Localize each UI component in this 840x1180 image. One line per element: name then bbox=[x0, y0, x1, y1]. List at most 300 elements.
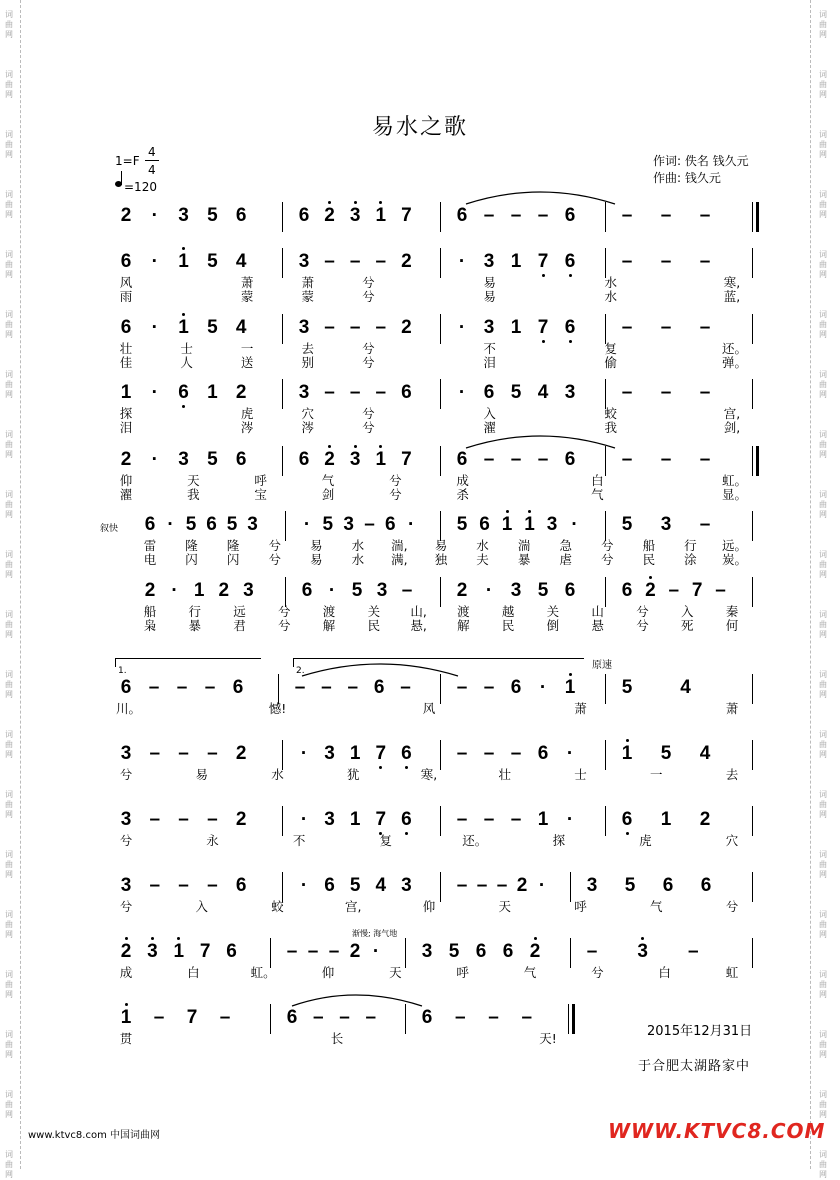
note: – bbox=[483, 677, 495, 698]
note: 1 bbox=[660, 809, 672, 830]
lyric: 虎 bbox=[240, 406, 254, 421]
note: 5 bbox=[207, 449, 218, 470]
lyric: 憾! bbox=[268, 701, 287, 716]
note: – bbox=[207, 743, 218, 764]
note: – bbox=[454, 1007, 466, 1028]
lyric: 成 bbox=[119, 965, 133, 980]
watermark-text: 词 曲 网 bbox=[819, 1090, 827, 1119]
note: – bbox=[621, 382, 633, 403]
note: – bbox=[510, 809, 522, 830]
note: · bbox=[300, 875, 308, 896]
lyric: 弹。 bbox=[722, 355, 748, 370]
lyric: 壮 bbox=[119, 341, 133, 356]
note: 1 bbox=[510, 317, 522, 338]
note: 1 bbox=[207, 382, 218, 403]
note: – bbox=[699, 514, 711, 535]
note: 6 bbox=[206, 514, 217, 535]
note: 1 bbox=[120, 1007, 132, 1028]
note: – bbox=[149, 743, 161, 764]
lyric: 贯 bbox=[119, 1031, 133, 1046]
lyric: 虐 bbox=[559, 552, 572, 567]
note: – bbox=[483, 449, 495, 470]
note: – bbox=[688, 941, 699, 962]
note: 2 bbox=[401, 317, 412, 338]
lyric: 关 bbox=[367, 604, 381, 619]
lyric: 一 bbox=[240, 341, 254, 356]
note: · bbox=[151, 449, 158, 470]
watermark-text: 词 曲 网 bbox=[819, 70, 827, 99]
note: 2 bbox=[456, 580, 468, 601]
tempo-mark-return: 原速 bbox=[592, 660, 612, 671]
note: 5 bbox=[660, 743, 672, 764]
composer: 作曲: 钱久元 bbox=[653, 171, 721, 185]
note: · bbox=[571, 514, 578, 535]
note: – bbox=[621, 449, 633, 470]
lyric: 去 bbox=[725, 767, 739, 782]
lyric: 兮 bbox=[389, 473, 402, 488]
note: · bbox=[171, 580, 178, 601]
lyric: 水 bbox=[604, 289, 618, 304]
note: 3 bbox=[298, 317, 310, 338]
lyric: 何 bbox=[725, 618, 739, 633]
lyric: 倒 bbox=[546, 618, 560, 633]
time-top: 4 bbox=[148, 145, 156, 159]
lyric: 急 bbox=[559, 538, 572, 553]
lyric: 湍, bbox=[391, 538, 408, 553]
time-bottom: 4 bbox=[148, 163, 156, 177]
lyric: 蒙 bbox=[240, 289, 254, 304]
note: 3 bbox=[247, 514, 258, 535]
lyric: 不 bbox=[292, 833, 306, 848]
lyric: 泪 bbox=[483, 355, 496, 370]
watermark-text: 词 曲 网 bbox=[819, 10, 827, 39]
lyric: 兮 bbox=[601, 538, 614, 553]
note: 5 bbox=[621, 677, 633, 698]
watermark-text: 词 曲 网 bbox=[5, 190, 13, 219]
note: 2 bbox=[401, 251, 412, 272]
note: – bbox=[349, 317, 361, 338]
lyric: 死 bbox=[680, 618, 694, 633]
note: 4 bbox=[235, 317, 247, 338]
note: – bbox=[660, 449, 672, 470]
lyric: 仰 bbox=[422, 899, 436, 914]
lyric: 兮 bbox=[636, 604, 649, 619]
lyric: 解 bbox=[457, 618, 470, 633]
lyric: 风 bbox=[119, 275, 133, 290]
note: 3 bbox=[178, 449, 189, 470]
lyric: 宝 bbox=[254, 487, 267, 502]
lyric: 蒙 bbox=[301, 289, 315, 304]
note: · bbox=[485, 580, 493, 601]
lyric: 穴 bbox=[725, 833, 739, 848]
note: 6 bbox=[373, 677, 385, 698]
note: 3 bbox=[349, 449, 361, 470]
note: 6 bbox=[502, 941, 514, 962]
note: 6 bbox=[385, 514, 396, 535]
note: 3 bbox=[343, 514, 354, 535]
lyric: 犹 bbox=[346, 767, 360, 782]
note: – bbox=[660, 382, 672, 403]
note: – bbox=[328, 941, 340, 962]
lyric: 仰 bbox=[119, 473, 133, 488]
lyric: 越 bbox=[501, 604, 515, 619]
tie bbox=[302, 664, 458, 676]
watermark-text: 词 曲 网 bbox=[819, 130, 827, 159]
note: 6 bbox=[564, 317, 576, 338]
watermark-text: 词 曲 网 bbox=[819, 250, 827, 279]
note: 2 bbox=[120, 449, 132, 470]
note: 6 bbox=[475, 941, 487, 962]
watermark-text: 词 曲 网 bbox=[5, 1030, 13, 1059]
note: – bbox=[660, 251, 672, 272]
lyric: 探 bbox=[119, 406, 133, 421]
lyric: 虹 bbox=[725, 965, 739, 980]
lyric: 呼 bbox=[574, 899, 587, 914]
lyric: 兮 bbox=[278, 618, 291, 633]
note: 5 bbox=[448, 941, 460, 962]
lyric: 满, bbox=[391, 552, 408, 567]
lyric: 民 bbox=[642, 552, 656, 567]
tie bbox=[466, 436, 615, 448]
note: 7 bbox=[186, 1007, 198, 1028]
watermark-text: 词 曲 网 bbox=[5, 370, 13, 399]
watermark-text: 词 曲 网 bbox=[819, 430, 827, 459]
note: – bbox=[149, 809, 161, 830]
lyric: 天! bbox=[539, 1031, 557, 1046]
lyric: 呼 bbox=[456, 965, 469, 980]
note: 5 bbox=[510, 382, 522, 403]
lyric: 呼 bbox=[254, 473, 267, 488]
note: 5 bbox=[207, 205, 218, 226]
lyric: 兮 bbox=[119, 767, 133, 782]
note: 1 bbox=[524, 514, 535, 535]
note: 4 bbox=[235, 251, 247, 272]
note: – bbox=[204, 677, 216, 698]
note: 1 bbox=[501, 514, 513, 535]
note: 1 bbox=[349, 743, 361, 764]
lyric: 不 bbox=[483, 341, 496, 356]
lyric: 兮 bbox=[636, 618, 649, 633]
note: 7 bbox=[401, 449, 412, 470]
note: 3 bbox=[586, 875, 598, 896]
lyric: 闪 bbox=[226, 552, 240, 567]
lyric: 兮 bbox=[278, 604, 291, 619]
lyric: 渡 bbox=[457, 604, 470, 619]
page-title: 易水之歌 bbox=[371, 115, 468, 140]
note: 1 bbox=[178, 251, 189, 272]
note: 6 bbox=[537, 743, 549, 764]
lyric: 易 bbox=[434, 538, 448, 553]
lyric: 兮 bbox=[268, 538, 281, 553]
note: 6 bbox=[456, 205, 468, 226]
lyric: 风 bbox=[422, 701, 436, 716]
lyric: 渡 bbox=[322, 604, 336, 619]
note: · bbox=[458, 251, 466, 272]
site-left: www.ktvc8.com 中国词曲网 bbox=[28, 1130, 161, 1141]
place: 于合肥太湖路家中 bbox=[638, 1059, 751, 1074]
lyric: 水 bbox=[604, 275, 618, 290]
note: · bbox=[566, 809, 574, 830]
lyric: 士 bbox=[574, 767, 587, 782]
lyric: 萧 bbox=[574, 701, 587, 716]
note: 5 bbox=[207, 251, 218, 272]
note: 4 bbox=[537, 382, 549, 403]
note: – bbox=[521, 1007, 533, 1028]
lyric: 兮 bbox=[362, 341, 375, 356]
note: – bbox=[321, 677, 332, 698]
note: 2 bbox=[699, 809, 711, 830]
note: 3 bbox=[178, 205, 189, 226]
watermark-text: 词 曲 网 bbox=[819, 850, 827, 879]
tempo-mark-slow: 渐慢; 海气地 bbox=[352, 929, 398, 938]
note: · bbox=[407, 514, 415, 535]
watermark-text: 词 曲 网 bbox=[819, 910, 827, 939]
tempo: =120 bbox=[124, 180, 157, 194]
note: 6 bbox=[564, 449, 576, 470]
lyric: 穴 bbox=[301, 406, 315, 421]
note: 1 bbox=[564, 677, 576, 698]
lyric: 佳 bbox=[119, 355, 133, 370]
lyric: 还。 bbox=[722, 341, 748, 356]
watermark-text: 词 曲 网 bbox=[819, 370, 827, 399]
note: 6 bbox=[662, 875, 674, 896]
lyric: 一 bbox=[649, 767, 663, 782]
note: – bbox=[349, 382, 361, 403]
note: – bbox=[483, 743, 495, 764]
note: 4 bbox=[680, 677, 691, 698]
tempo-mark: 叙快 bbox=[100, 524, 119, 534]
note: 6 bbox=[564, 205, 576, 226]
watermark-text: 词 曲 网 bbox=[819, 550, 827, 579]
note: – bbox=[699, 382, 711, 403]
note: – bbox=[699, 449, 711, 470]
watermark-text: 词 曲 网 bbox=[819, 790, 827, 819]
lyric: 仰 bbox=[321, 965, 335, 980]
lyric: 宫, bbox=[723, 406, 741, 421]
lyric: 湍 bbox=[517, 538, 531, 553]
watermark-text: 词 曲 网 bbox=[819, 730, 827, 759]
lyric: 悬 bbox=[591, 618, 604, 633]
note: – bbox=[178, 809, 189, 830]
watermark-text: 词 曲 网 bbox=[5, 10, 13, 39]
tie bbox=[292, 995, 422, 1006]
lyric: 白 bbox=[658, 965, 671, 980]
note: – bbox=[456, 677, 468, 698]
note: 1 bbox=[375, 205, 387, 226]
lyric: 兮 bbox=[601, 552, 614, 567]
watermark-text: 词 曲 网 bbox=[5, 670, 13, 699]
note: 3 bbox=[546, 514, 558, 535]
note: 2 bbox=[120, 941, 132, 962]
note: – bbox=[324, 382, 335, 403]
note: 2 bbox=[235, 382, 247, 403]
note: 1 bbox=[178, 317, 189, 338]
note: – bbox=[347, 677, 359, 698]
watermark-text: 词 曲 网 bbox=[5, 610, 13, 639]
lyric: 枭 bbox=[143, 618, 157, 633]
note: · bbox=[539, 677, 547, 698]
note: 1 bbox=[510, 251, 522, 272]
lyric: 兮 bbox=[362, 406, 375, 421]
note: 1 bbox=[193, 580, 205, 601]
note: · bbox=[300, 743, 308, 764]
note: – bbox=[660, 205, 672, 226]
note: 3 bbox=[637, 941, 648, 962]
lyric: 长 bbox=[330, 1031, 344, 1046]
note: – bbox=[286, 941, 298, 962]
lyric: 水 bbox=[476, 538, 489, 553]
note: 6 bbox=[421, 1007, 433, 1028]
note: 3 bbox=[564, 382, 576, 403]
note: – bbox=[456, 743, 468, 764]
lyric: 探 bbox=[552, 833, 566, 848]
note: 3 bbox=[298, 251, 310, 272]
note: 2 bbox=[516, 875, 528, 896]
note: – bbox=[153, 1007, 165, 1028]
lyric: 电 bbox=[143, 552, 157, 567]
watermark-text: 词 曲 网 bbox=[5, 550, 13, 579]
note: 6 bbox=[401, 809, 412, 830]
lyricist: 作词: 佚名 钱久元 bbox=[653, 154, 749, 168]
note: 3 bbox=[243, 580, 254, 601]
note: 1 bbox=[621, 743, 633, 764]
note: – bbox=[400, 677, 411, 698]
lyric: 寒, bbox=[723, 275, 741, 290]
note: 6 bbox=[301, 580, 313, 601]
lyric: 显。 bbox=[722, 487, 748, 502]
note: · bbox=[151, 382, 158, 403]
note: 3 bbox=[483, 251, 495, 272]
watermark-text: 词 曲 网 bbox=[5, 250, 13, 279]
note: 6 bbox=[401, 743, 412, 764]
note: 1 bbox=[173, 941, 185, 962]
lyric: 还。 bbox=[462, 833, 488, 848]
note: – bbox=[456, 809, 468, 830]
lyric: 复 bbox=[604, 341, 618, 356]
lyric: 川。 bbox=[116, 701, 142, 716]
lyric: 人 bbox=[180, 355, 193, 370]
lyric: 水 bbox=[351, 552, 365, 567]
note: · bbox=[458, 382, 466, 403]
note: – bbox=[339, 1007, 350, 1028]
lyric: 炭。 bbox=[722, 552, 748, 567]
lyric: 易 bbox=[310, 552, 323, 567]
volta-1: 1. bbox=[115, 658, 261, 667]
note: 7 bbox=[537, 317, 549, 338]
note: 6 bbox=[120, 317, 132, 338]
note: 6 bbox=[178, 382, 189, 403]
note: 6 bbox=[235, 205, 247, 226]
lyric: 易 bbox=[195, 767, 208, 782]
note: 1 bbox=[120, 382, 132, 403]
note: 6 bbox=[564, 580, 576, 601]
note: – bbox=[312, 1007, 324, 1028]
watermark-text: 词 曲 网 bbox=[5, 730, 13, 759]
watermark-text: 词 曲 网 bbox=[819, 1150, 827, 1179]
lyric: 暴 bbox=[517, 552, 531, 567]
lyric: 入 bbox=[195, 899, 208, 914]
note: – bbox=[149, 875, 161, 896]
note: 5 bbox=[349, 875, 361, 896]
lyric: 涂 bbox=[684, 552, 697, 567]
note: 6 bbox=[621, 580, 633, 601]
note: 6 bbox=[286, 1007, 298, 1028]
lyric: 去 bbox=[301, 341, 315, 356]
note: – bbox=[401, 580, 413, 601]
lyric: 天 bbox=[187, 473, 200, 488]
note: – bbox=[660, 317, 672, 338]
site-logo: WWW.KTVC8.COM bbox=[608, 1119, 826, 1143]
date: 2015年12月31日 bbox=[647, 1024, 753, 1039]
note: 6 bbox=[324, 875, 335, 896]
lyric: 气 bbox=[649, 899, 663, 914]
lyric: 水 bbox=[351, 538, 365, 553]
watermark-text: 词 曲 网 bbox=[5, 850, 13, 879]
lyric: 蛟 bbox=[604, 406, 618, 421]
watermark-text: 词 曲 网 bbox=[5, 910, 13, 939]
note: – bbox=[178, 743, 189, 764]
lyric: 兮 bbox=[362, 289, 375, 304]
note: 1 bbox=[349, 809, 361, 830]
note: 7 bbox=[691, 580, 703, 601]
watermark-text: 词 曲 网 bbox=[819, 670, 827, 699]
note: · bbox=[300, 809, 308, 830]
note: – bbox=[456, 875, 468, 896]
note: 2 bbox=[645, 580, 656, 601]
note: 3 bbox=[349, 205, 361, 226]
note: 6 bbox=[456, 449, 468, 470]
watermark-text: 词 曲 网 bbox=[5, 1150, 13, 1179]
note: – bbox=[364, 514, 375, 535]
note: – bbox=[148, 677, 160, 698]
note: 3 bbox=[421, 941, 433, 962]
lyric: 涔 bbox=[240, 420, 254, 435]
lyric: 易 bbox=[483, 275, 496, 290]
note: 5 bbox=[351, 580, 363, 601]
note: · bbox=[458, 317, 466, 338]
note: – bbox=[476, 875, 488, 896]
lyric: 涔 bbox=[301, 420, 315, 435]
note: 3 bbox=[120, 809, 132, 830]
lyric: 壮 bbox=[498, 767, 511, 782]
lyric: 兮 bbox=[119, 833, 133, 848]
note: – bbox=[294, 677, 306, 698]
lyric: 濯 bbox=[483, 420, 496, 435]
note: – bbox=[586, 941, 598, 962]
lyric: 泪 bbox=[119, 420, 133, 435]
note: – bbox=[307, 941, 319, 962]
note: 6 bbox=[235, 449, 247, 470]
note: – bbox=[537, 449, 549, 470]
note: 6 bbox=[564, 251, 576, 272]
lyric: 水 bbox=[271, 767, 284, 782]
note: · bbox=[151, 317, 158, 338]
note: 3 bbox=[376, 580, 388, 601]
watermark-text: 词 曲 网 bbox=[819, 490, 827, 519]
note: – bbox=[699, 251, 711, 272]
lyric: 行 bbox=[188, 604, 202, 619]
note: 6 bbox=[479, 514, 490, 535]
tie bbox=[466, 192, 615, 204]
lyric: 气 bbox=[591, 487, 604, 502]
lyric: 夫 bbox=[476, 552, 489, 567]
lyric: 雷 bbox=[143, 538, 157, 553]
lyric: 闪 bbox=[185, 552, 198, 567]
note: · bbox=[151, 251, 158, 272]
lyric: 山 bbox=[591, 604, 604, 619]
lyric: 兮 bbox=[389, 487, 402, 502]
lyric: 永 bbox=[206, 833, 219, 848]
